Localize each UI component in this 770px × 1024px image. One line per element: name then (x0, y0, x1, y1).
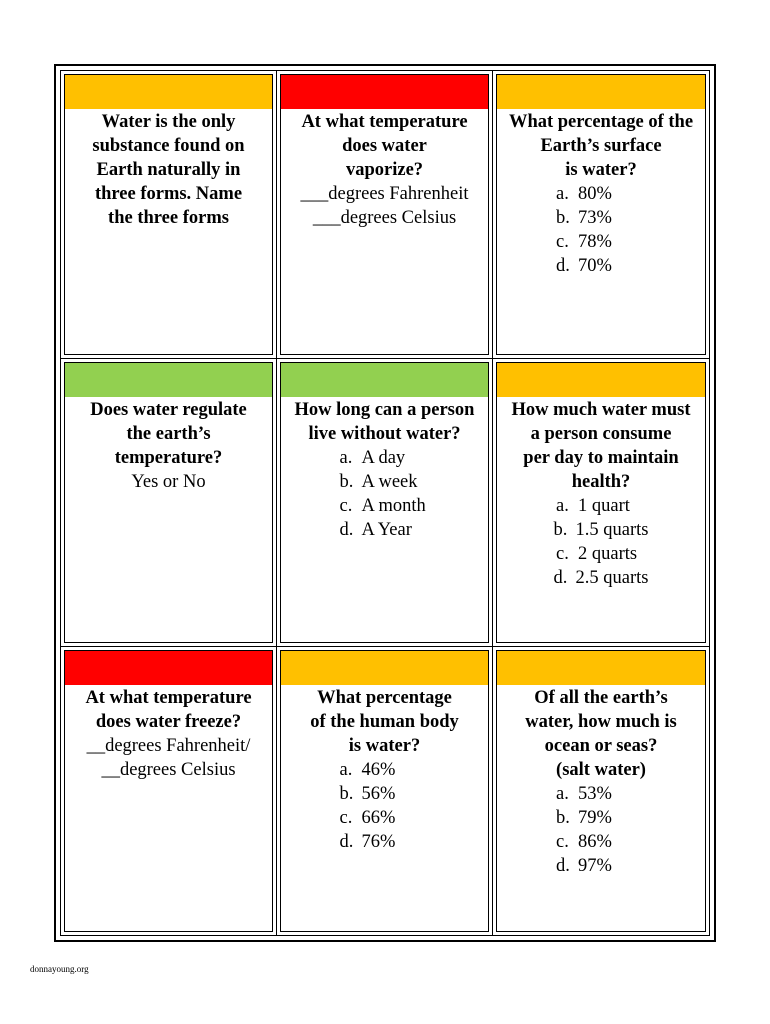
question-text: How long can a person live without water? (294, 400, 475, 444)
question-text: What percentage of the human body is water? (310, 688, 459, 756)
color-bar (65, 363, 272, 397)
answer-option: c. 2 quarts (556, 544, 638, 564)
answer-options (281, 758, 488, 854)
answer-option: c. 86% (556, 832, 612, 852)
answer-option: a. 53% (556, 784, 612, 804)
answer-option: c. A month (339, 496, 426, 516)
answer-prompt: ___degrees Fahrenheit ___degrees Celsius (300, 184, 469, 228)
answer-options (497, 182, 705, 278)
answer-option: a. 1 quart (556, 496, 630, 516)
question-card-8 (277, 647, 493, 935)
question-text: Does water regulate the earth’s temperature? (90, 400, 247, 468)
question-text: At what temperature does water vaporize? (301, 112, 468, 180)
question-card-6 (493, 359, 709, 647)
question-card-5 (277, 359, 493, 647)
color-bar (497, 363, 705, 397)
answer-option: c. 66% (339, 808, 396, 828)
question-card-3 (493, 71, 709, 359)
color-bar (281, 651, 488, 685)
answer-option: b. 1.5 quarts (553, 520, 649, 540)
answer-option: d. 76% (339, 832, 396, 852)
answer-option: c. 78% (556, 232, 612, 252)
question-text: Water is the only substance found on Earth naturally in three forms. Name the three forms (92, 112, 245, 228)
answer-options (497, 494, 705, 590)
answer-options (281, 446, 488, 542)
answer-option: d. 70% (556, 256, 612, 276)
answer-prompt: __degrees Fahrenheit/ __degrees Celsius (86, 736, 251, 780)
answer-option: d. A Year (339, 520, 412, 540)
question-card-4 (61, 359, 277, 647)
answer-option: b. 73% (556, 208, 612, 228)
answer-option: b. A week (339, 472, 418, 492)
question-text: At what temperature does water freeze? (85, 688, 252, 732)
answer-option: a. A day (339, 448, 406, 468)
footer-source: donnayoung.org (30, 964, 89, 974)
answer-option: d. 97% (556, 856, 612, 876)
answer-option: a. 80% (556, 184, 612, 204)
answer-option: d. 2.5 quarts (553, 568, 649, 588)
answer-options (497, 782, 705, 878)
answer-option: a. 46% (339, 760, 396, 780)
card-sheet (54, 64, 716, 942)
question-card-9 (493, 647, 709, 935)
answer-option: b. 79% (556, 808, 612, 828)
color-bar (281, 363, 488, 397)
question-card-2 (277, 71, 493, 359)
question-text: Of all the earth’s water, how much is ocean or seas? (salt water) (525, 688, 677, 780)
answer-option: b. 56% (339, 784, 396, 804)
color-bar (281, 75, 488, 109)
question-card-7 (61, 647, 277, 935)
question-text: How much water must a person consume per day to maintain health? (511, 400, 691, 492)
color-bar (65, 651, 272, 685)
color-bar (497, 651, 705, 685)
answer-prompt: Yes or No (131, 472, 206, 492)
card-grid (60, 70, 710, 936)
question-text: What percentage of the Earth’s surface is water? (508, 112, 694, 180)
color-bar (65, 75, 272, 109)
color-bar (497, 75, 705, 109)
question-card-1 (61, 71, 277, 359)
